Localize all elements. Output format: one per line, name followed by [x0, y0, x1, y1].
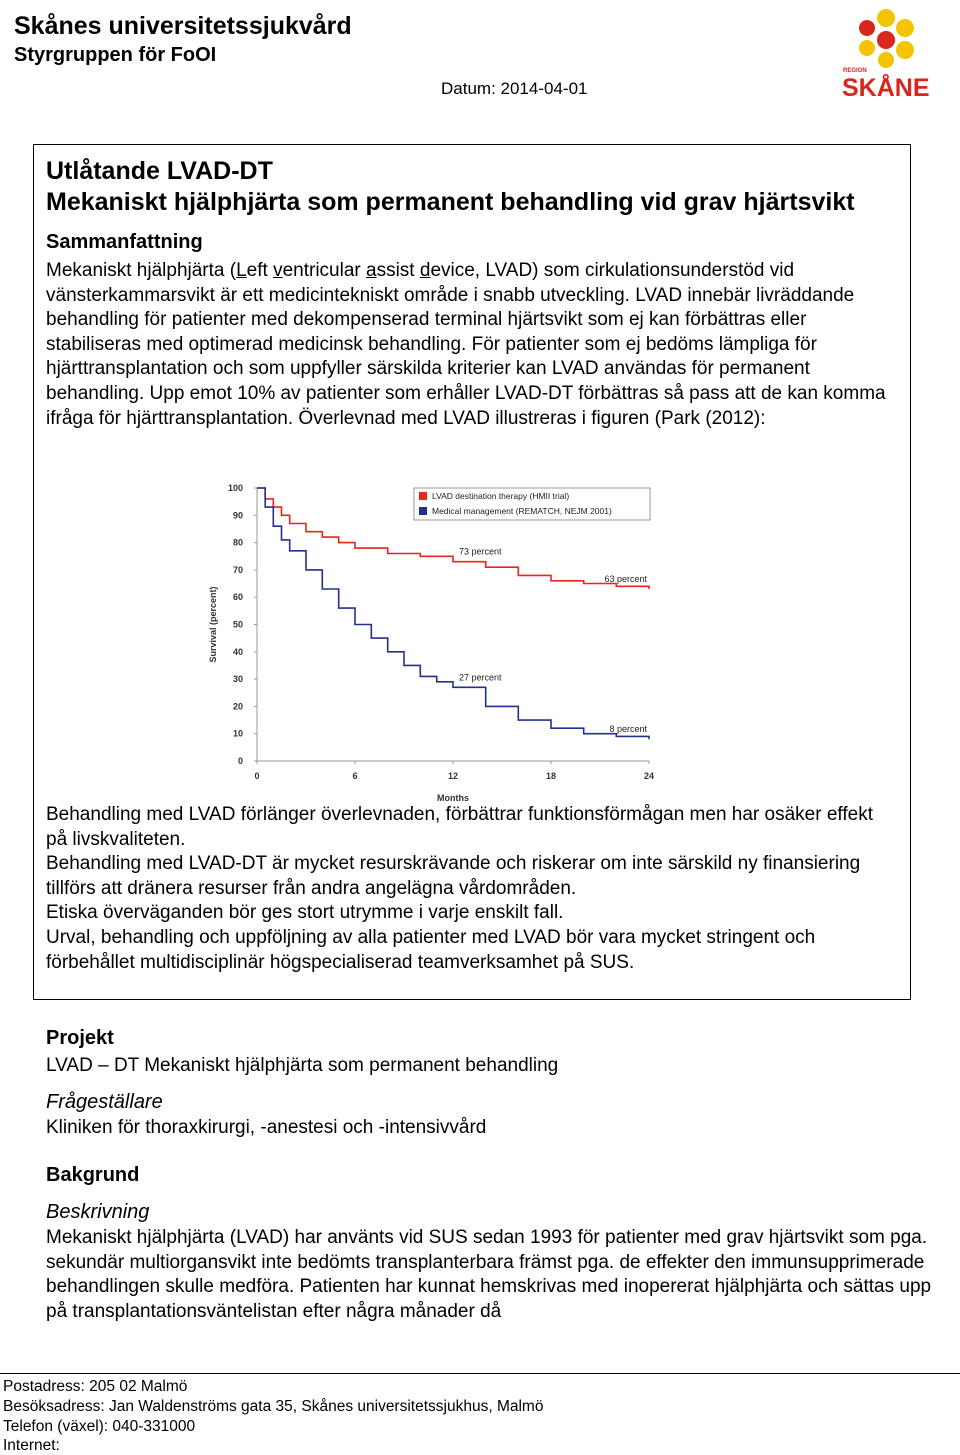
- logo-petal: [878, 52, 894, 68]
- y-tick-label: 90: [232, 510, 243, 521]
- series-line-1: [257, 488, 649, 739]
- legend-label: LVAD destination therapy (HMII trial): [432, 491, 570, 501]
- y-tick-label: 20: [232, 701, 243, 712]
- conclusion-line: Etiska överväganden bör ges stort utrymme i varje enskilt fall.: [46, 902, 564, 924]
- y-tick-label: 80: [232, 537, 243, 548]
- footer-divider: [0, 1373, 960, 1374]
- fragestallare-heading: Frågeställare: [46, 1091, 163, 1113]
- acronym-letter: d: [419, 260, 431, 281]
- data-label: 73 percent: [459, 546, 502, 557]
- intro-text: entricular: [282, 260, 366, 281]
- legend-swatch: [419, 507, 427, 515]
- acronym-letter: L: [236, 260, 247, 281]
- logo-petal: [896, 19, 914, 37]
- intro-text: ssist: [376, 260, 420, 281]
- y-tick-label: 10: [232, 728, 243, 739]
- document-subtitle: Mekaniskt hjälphjärta som permanent behandling vid grav hjärtsvikt: [46, 188, 855, 216]
- beskrivning-heading: Beskrivning: [46, 1201, 150, 1223]
- y-tick-label: 40: [232, 646, 243, 657]
- logo-petal: [859, 40, 875, 56]
- acronym-letter: v: [273, 260, 283, 281]
- logo-region-text: REGION: [843, 68, 867, 74]
- logo-petal: [859, 20, 875, 36]
- bakgrund-heading: Bakgrund: [46, 1164, 140, 1186]
- region-skane-logo: [840, 4, 940, 100]
- data-label: 27 percent: [459, 672, 502, 683]
- beskrivning-text: Mekaniskt hjälphjärta (LVAD) har använts vid SUS sedan 1993 för patienter med grav hjärtsvikt som pga. sekundär multiorgansvikt inte bedömts transplanterbara främst pga. de effekter den immunsupprimerade behandlingen skulle medföra. Patienten har kunnat hemskrivas med inopererat hjälphjärta och sättas upp på transplantationsväntelistan efter några månader då: [46, 1227, 932, 1322]
- x-axis-label: Months: [437, 793, 469, 803]
- projekt-heading: Projekt: [46, 1027, 114, 1049]
- intro-text: eft: [246, 260, 274, 281]
- acronym-letter: a: [366, 260, 377, 281]
- chart-legend: [414, 488, 650, 520]
- x-tick-label: 24: [643, 771, 655, 781]
- y-tick-label: 70: [232, 564, 243, 575]
- footer-phone: Telefon (växel): 040-331000: [3, 1418, 196, 1435]
- summary-heading: Sammanfattning: [46, 231, 203, 253]
- logo-skane-text: SKÅNE: [842, 74, 930, 100]
- y-tick-label: 100: [227, 483, 243, 493]
- y-tick-label: 50: [232, 619, 243, 630]
- conclusion-line: Behandling med LVAD förlänger överlevnaden, förbättrar funktionsförmågan men har osäker effekt på livskvaliteten.: [46, 804, 873, 850]
- group-name: Styrgruppen för FoOI: [14, 44, 217, 66]
- data-label: 8 percent: [609, 724, 647, 735]
- footer-internet: Internet:: [3, 1437, 60, 1454]
- document-title: Utlåtande LVAD-DT: [46, 157, 273, 185]
- chart-lines: [257, 488, 649, 739]
- summary-intro-paragraph: [46, 259, 896, 431]
- x-tick-label: 0: [254, 771, 260, 781]
- summary-conclusions: [46, 803, 896, 975]
- logo-petal: [896, 41, 914, 59]
- survival-chart: [200, 478, 690, 808]
- footer-postal-address: Postadress: 205 02 Malmö: [3, 1378, 188, 1395]
- intro-text: evice, LVAD) som cirkulationsunderstöd vid vänsterkammarsvikt är ett medicintekniskt område i snabb utveckling. LVAD innebär livräddande behandling för patienter med dekompenserad terminal hjärtsvikt som ej kan förbättras eller stabiliseras med optimerad medicinsk behandling. För patienter som ej bedöms lämpliga för hjärttransplantation och som uppfyller särskilda kriterier kan LVAD användas för permanent behandling. Upp emot 10% av patienter som erhåller LVAD-DT förbättras så pass att de kan komma ifråga för hjärttransplantation. Överlevnad med LVAD illustreras i figuren (Park (2012):: [46, 260, 886, 429]
- x-tick-label: 18: [545, 771, 557, 781]
- data-label: 63 percent: [604, 574, 647, 585]
- conclusion-line: Urval, behandling och uppföljning av alla patienter med LVAD bör vara mycket stringent och förbehållet multidisciplinär högspecialiserad teamverksamhet på SUS.: [46, 926, 816, 973]
- y-tick-label: 0: [237, 756, 243, 766]
- legend-swatch: [419, 492, 427, 500]
- projekt-text: LVAD – DT Mekaniskt hjälphjärta som permanent behandling: [46, 1055, 559, 1076]
- x-tick-label: 12: [447, 771, 459, 781]
- y-axis-label: Survival (percent): [208, 586, 218, 663]
- intro-text: Mekaniskt hjälphjärta (: [46, 260, 237, 281]
- conclusion-line: Behandling med LVAD-DT är mycket resurskrävande och riskerar om inte särskild ny finansiering tillförs att dränera resurser från andra angelägna vårdområden.: [46, 853, 861, 899]
- footer-visiting-address: Besöksadress: Jan Waldenströms gata 35, Skånes universitetssjukhus, Malmö: [3, 1398, 544, 1415]
- y-tick-label: 60: [232, 592, 243, 603]
- document-date: Datum: 2014-04-01: [441, 79, 588, 98]
- logo-petal: [877, 9, 895, 27]
- logo-center: [877, 31, 895, 49]
- x-tick-label: 6: [352, 771, 358, 781]
- legend-label: Medical management (REMATCH, NEJM 2001): [432, 506, 612, 516]
- chart-axes: [208, 483, 654, 803]
- y-tick-label: 30: [232, 674, 243, 685]
- fragestallare-text: Kliniken för thoraxkirurgi, -anestesi och -intensivvård: [46, 1117, 487, 1138]
- organization-name: Skånes universitetssjukvård: [14, 12, 352, 40]
